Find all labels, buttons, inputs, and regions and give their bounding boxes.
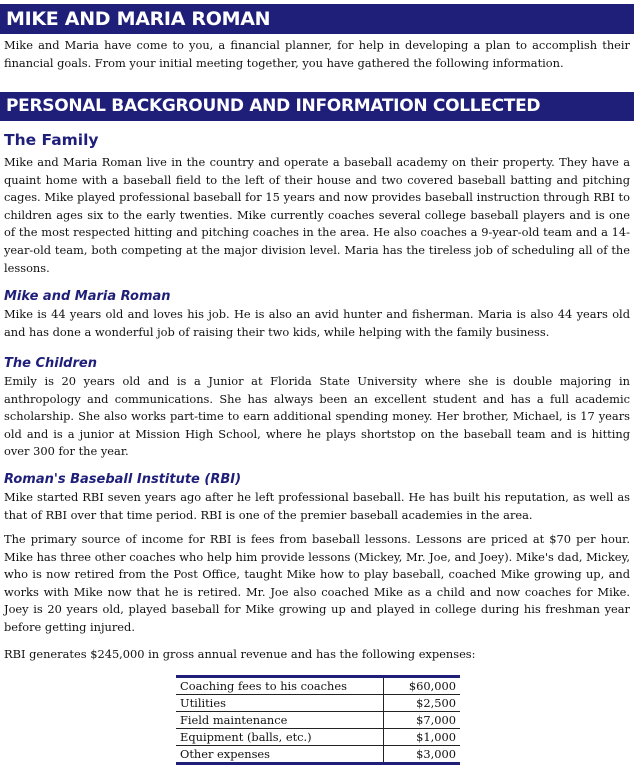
expenses-table: [176, 675, 460, 765]
expense-label: Equipment (balls, etc.): [176, 729, 384, 746]
expense-value: $2,500: [384, 695, 461, 712]
expense-value: $7,000: [384, 712, 461, 729]
children-paragraph: Emily is 20 years old and is a Junior at Florida State University where she is double majoring in anthropology and communications. She has always been an excellent student and has a full academic scholarship. She also works part-time to earn additional spending money. Her brother, Michael, is 17 years old and is a junior at Mission High School, where he plays shortstop on the baseball team and is hitting over 300 for the year.: [4, 374, 630, 459]
expense-value: $1,000: [384, 729, 461, 746]
section-banner: PERSONAL BACKGROUND AND INFORMATION COLLECTED: [0, 92, 634, 121]
children-heading: The Children: [4, 356, 97, 371]
table-row: [176, 677, 460, 695]
title-banner: MIKE AND MARIA ROMAN: [0, 4, 634, 34]
expense-label: Utilities: [176, 695, 384, 712]
table-row: [176, 712, 460, 729]
rbi-paragraph-3: RBI generates $245,000 in gross annual revenue and has the following expenses:: [4, 647, 476, 661]
intro-paragraph: Mike and Maria have come to you, a financial planner, for help in developing a plan to accomplish their financial goals. From your initial meeting together, you have gathered the following information.: [4, 38, 630, 70]
rbi-heading: Roman's Baseball Institute (RBI): [4, 472, 242, 487]
expense-value: $3,000: [384, 746, 461, 764]
rbi-paragraph-1: Mike started RBI seven years ago after he left professional baseball. He has built his reputation, as well as that of RBI over that time period. RBI is one of the premier baseball academies in the area.: [4, 490, 630, 522]
table-row: [176, 729, 460, 746]
table-row: [176, 746, 460, 764]
parents-heading: Mike and Maria Roman: [4, 289, 171, 304]
table-row: [176, 695, 460, 712]
family-heading: The Family: [4, 131, 99, 149]
expense-value: $60,000: [384, 677, 461, 695]
rbi-paragraph-2: The primary source of income for RBI is fees from baseball lessons. Lessons are priced at $70 per hour. Mike has three other coaches who help him provide lessons (Mickey, Mr. Joe, and Joey). Mike's dad, Mickey, who is now retired from the Post Office, taught Mike how to play baseball, coached Mike growing up, and works with Mike now that he is retired. Mr. Joe also coached Mike as a child and now coaches for Mike. Joey is 20 years old, played baseball for Mike growing up and played in college during his freshman year before getting injured.: [4, 532, 630, 634]
expense-label: Other expenses: [180, 746, 271, 761]
expense-label: Coaching fees to his coaches: [176, 677, 384, 695]
parents-paragraph: Mike is 44 years old and loves his job. He is also an avid hunter and fisherman. Maria is also 44 years old and has done a wonderful job of raising their two kids, while helping with the family business.: [4, 307, 630, 339]
expense-label: Field maintenance: [176, 712, 384, 729]
family-paragraph: Mike and Maria Roman live in the country and operate a baseball academy on their property. They have a quaint home with a baseball field to the left of their house and two covered baseball batting and pitching cages. Mike played professional baseball for 15 years and now provides baseball instruction through RBI to children ages six to the early twenties. Mike currently coaches several college baseball players and is one of the most respected hitting and pitching coaches in the area. He also coaches a 9-year-old team and a 14-year-old team, both competing at the major division level. Maria has the tireless job of scheduling all of the lessons.: [4, 155, 630, 275]
